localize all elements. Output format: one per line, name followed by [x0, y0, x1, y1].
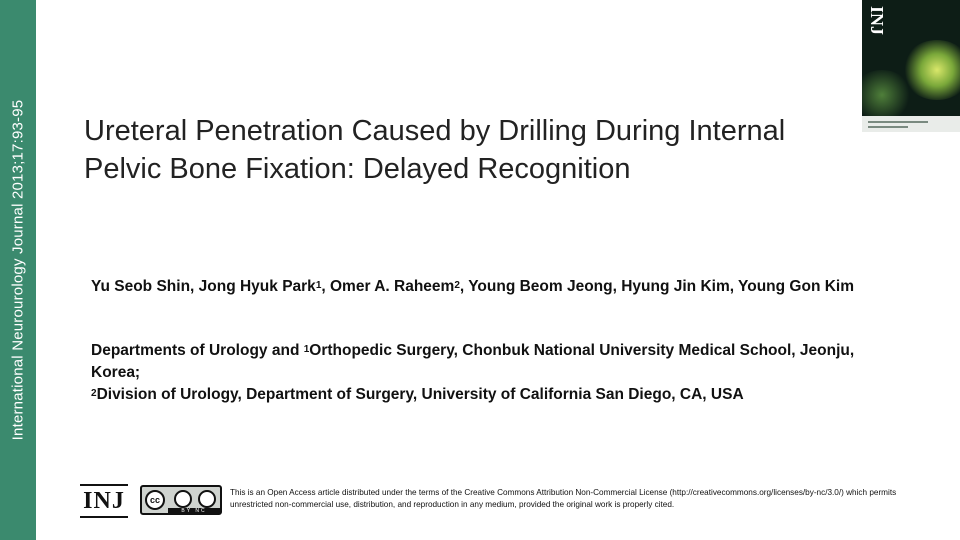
license-text: This is an Open Access article distributed under the terms of the Creative Commons Attribution Non-Commercial License (http://creativecommons.org/licenses/by-nc/3.0/) which permits unrestricted non-commercial use, distribution, and reproduction in any medium, provided the original work is properly cited. — [230, 488, 897, 509]
affiliation-text: Departments of Urology and — [91, 342, 304, 359]
logo-rule — [80, 484, 128, 486]
journal-citation: International Neurourology Journal 2013;17:93-95 — [9, 99, 27, 441]
cover-strip-line — [868, 126, 908, 128]
affiliations — [91, 340, 891, 406]
journal-sidebar — [0, 0, 36, 540]
affiliation-superscript: 2 — [91, 388, 97, 399]
affiliation-superscript: 1 — [303, 344, 310, 355]
noncommercial-icon — [198, 490, 216, 508]
affiliation-text: Division of Urology, Department of Surgery, University of California San Diego, CA, USA — [96, 386, 744, 403]
logo-rule — [80, 516, 128, 518]
inj-logo — [80, 484, 128, 518]
attribution-icon — [174, 490, 192, 508]
article-title: Ureteral Penetration Caused by Drilling During Internal Pelvic Bone Fixation: Delayed Recognition — [84, 115, 786, 185]
author-text: , Omer A. Raheem — [321, 278, 455, 295]
cover-strip — [862, 116, 960, 132]
creative-commons-badge[interactable] — [140, 485, 222, 515]
author-superscript: 2 — [454, 280, 460, 291]
author-list — [91, 276, 891, 298]
cc-by-nc-label: BY NC — [168, 508, 220, 514]
affiliation-text: Orthopedic Surgery, Chonbuk National University Medical School, Jeonju, Korea; — [91, 342, 855, 381]
cover-strip-line — [868, 121, 928, 123]
logo-text: INJ — [83, 488, 125, 514]
cc-icon: cc — [145, 490, 165, 510]
author-text: , Young Beom Jeong, Hyung Jin Kim, Young Gon Kim — [459, 278, 855, 295]
journal-cover-image — [862, 0, 960, 132]
author-superscript: 1 — [315, 280, 322, 291]
cover-title: INJ — [867, 6, 887, 36]
author-text: Yu Seob Shin, Jong Hyuk Park — [91, 278, 316, 295]
